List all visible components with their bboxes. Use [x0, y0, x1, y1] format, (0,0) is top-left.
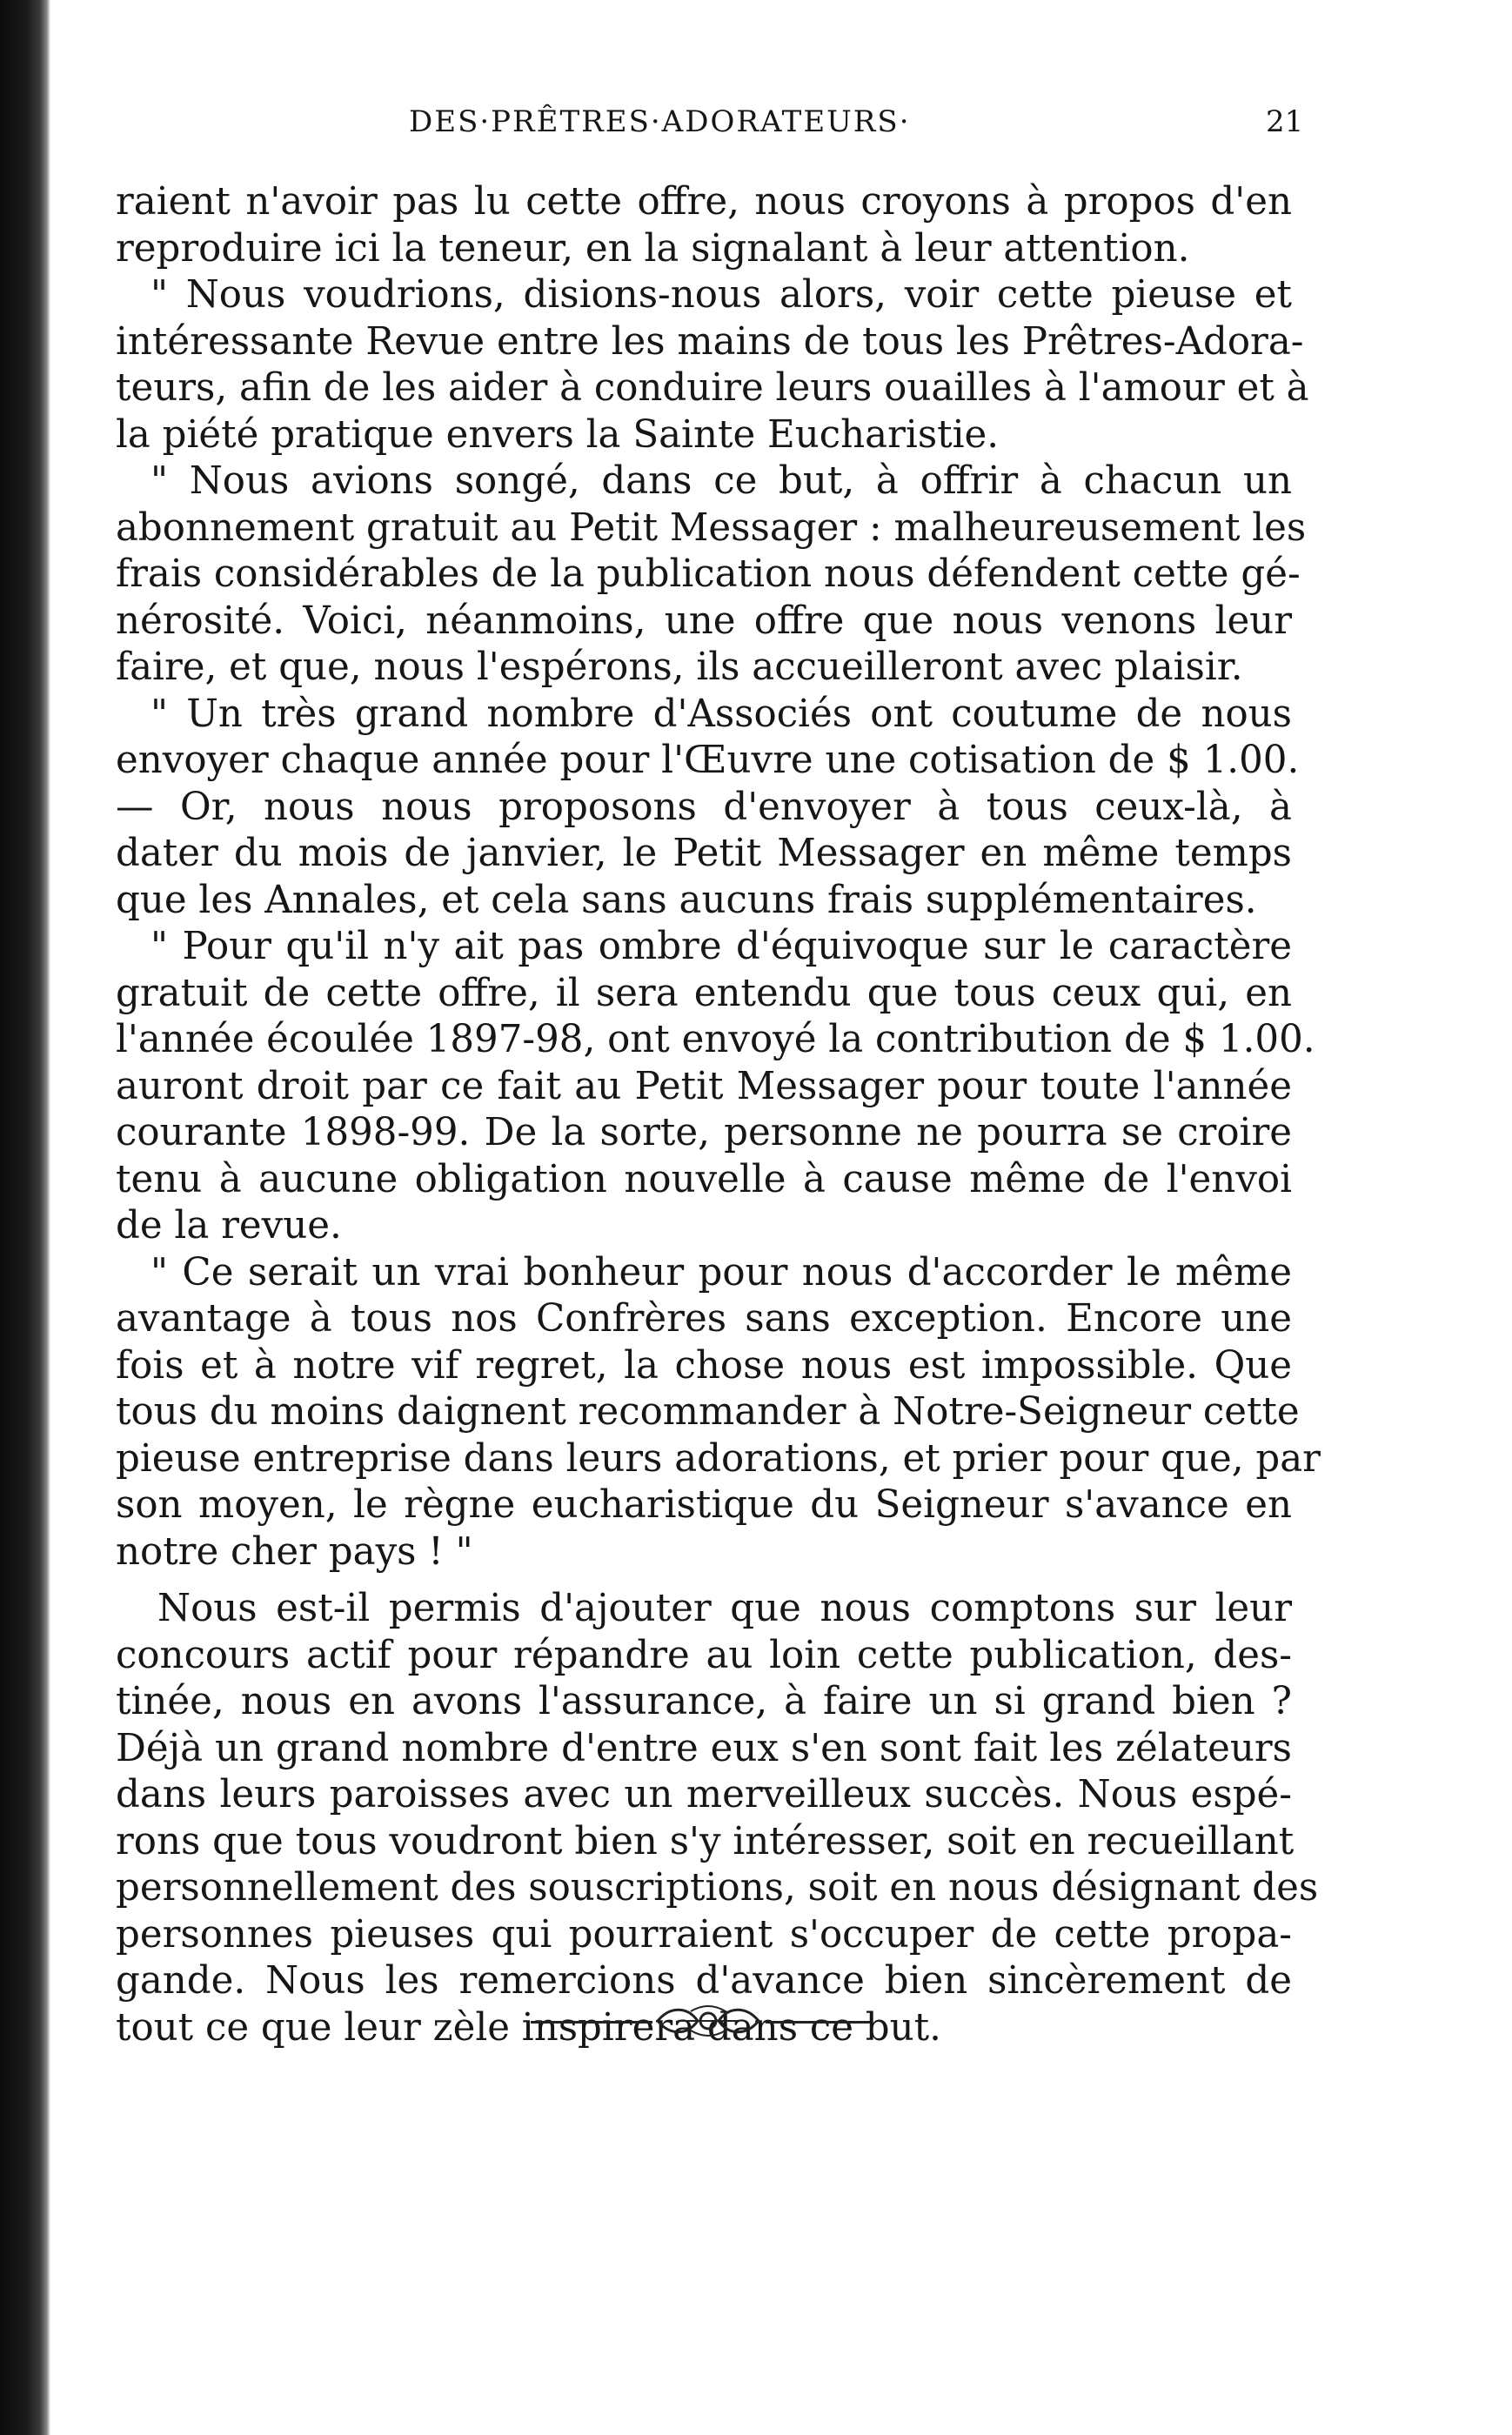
fleuron-ornament-icon	[652, 1997, 764, 2044]
body-text	[116, 179, 1321, 2051]
text-line: pieuse entreprise dans leurs adorations, et prier pour que, par	[116, 1436, 1321, 1481]
text-line: reproduire ici la teneur, en la signalant à leur attention.	[116, 226, 1190, 271]
text-line: " Nous avions songé, dans ce but, à offrir à chacun un	[151, 459, 1292, 503]
running-head: DES·PRÊTRES·ADORATEURS·	[409, 104, 911, 139]
text-line: envoyer chaque année pour l'Œuvre une cotisation de $ 1.00.	[116, 739, 1300, 782]
text-line: la piété pratique envers la Sainte Eucharistie.	[116, 412, 1000, 457]
text-line: frais considérables de la publication nous défendent cette gé-	[116, 552, 1301, 596]
text-line: personnes pieuses qui pourraient s'occuper de cette propa-	[116, 1912, 1292, 1957]
text-line: rons que tous voudront bien s'y intéresser, soit en recueillant	[116, 1819, 1295, 1863]
paragraph-gap	[116, 1575, 1292, 1586]
text-line: — Or, nous nous proposons d'envoyer à tous ceux-là, à	[116, 785, 1292, 829]
text-line: son moyen, le règne eucharistique du Seigneur s'avance en	[116, 1483, 1292, 1527]
text-line: tinée, nous en avons l'assurance, à faire un si grand bien ?	[116, 1680, 1292, 1723]
text-line: dans leurs paroisses avec un merveilleux succès. Nous espé-	[116, 1773, 1292, 1816]
text-line: intéressante Revue entre les mains de tous les Prêtres-Adora-	[116, 319, 1304, 364]
text-line: fois et à notre vif regret, la chose nous est impossible. Que	[116, 1343, 1292, 1388]
text-line: personnellement des souscriptions, soit en nous désignant des	[116, 1866, 1319, 1910]
text-line: Déjà un grand nombre d'entre eux s'en sont fait les zélateurs	[116, 1726, 1292, 1770]
text-line: tout ce que leur zèle inspirera dans ce but.	[116, 2005, 941, 2050]
text-line: courante 1898-99. De la sorte, personne ne pourra se croire	[116, 1111, 1292, 1154]
page-header	[409, 104, 1331, 157]
text-line: gande. Nous les remercions d'avance bien sincèrement de	[116, 1959, 1292, 2003]
text-line: que les Annales, et cela sans aucuns frais supplémentaires.	[116, 878, 1257, 922]
text-line: concours actif pour répandre au loin cette publication, des-	[116, 1633, 1292, 1677]
ornament-rule-right	[766, 2021, 870, 2024]
text-line: auront droit par ce fait au Petit Messager pour toute l'année	[116, 1064, 1292, 1108]
text-line: nérosité. Voici, néanmoins, une offre que nous venons leur	[116, 599, 1292, 643]
text-line: tous du moins daignent recommander à Notre-Seigneur cette	[116, 1390, 1300, 1434]
text-line: " Un très grand nombre d'Associés ont coutume de nous	[151, 692, 1292, 736]
page-binding-edge	[0, 0, 50, 2435]
ornament-rule-left	[531, 2021, 652, 2024]
text-line: " Pour qu'il n'y ait pas ombre d'équivoque sur le caractère	[151, 925, 1292, 968]
page-number: 21	[1266, 104, 1304, 139]
text-line: l'année écoulée 1897-98, ont envoyé la contribution de $ 1.00.	[116, 1018, 1315, 1061]
text-line: de la revue.	[116, 1204, 342, 1248]
text-line: faire, et que, nous l'espérons, ils accueilleront avec plaisir.	[116, 646, 1243, 689]
text-line: Nous est-il permis d'ajouter que nous comptons sur leur	[157, 1587, 1292, 1630]
text-line: avantage à tous nos Confrères sans exception. Encore une	[116, 1297, 1292, 1341]
text-line: teurs, afin de les aider à conduire leurs ouailles à l'amour et à	[116, 366, 1309, 410]
text-line: " Ce serait un vrai bonheur pour nous d'accorder le même	[151, 1250, 1292, 1294]
text-line: dater du mois de janvier, le Petit Messager en même temps	[116, 832, 1292, 875]
text-line: tenu à aucune obligation nouvelle à cause même de l'envoi	[116, 1157, 1292, 1201]
text-line: raient n'avoir pas lu cette offre, nous croyons à propos d'en	[116, 180, 1292, 224]
text-line: notre cher pays ! "	[116, 1529, 473, 1574]
text-line: " Nous voudrions, disions-nous alors, voir cette pieuse et	[151, 273, 1292, 317]
text-line: abonnement gratuit au Petit Messager : malheureusement les	[116, 505, 1307, 550]
text-line: gratuit de cette offre, il sera entendu que tous ceux qui, en	[116, 971, 1292, 1015]
